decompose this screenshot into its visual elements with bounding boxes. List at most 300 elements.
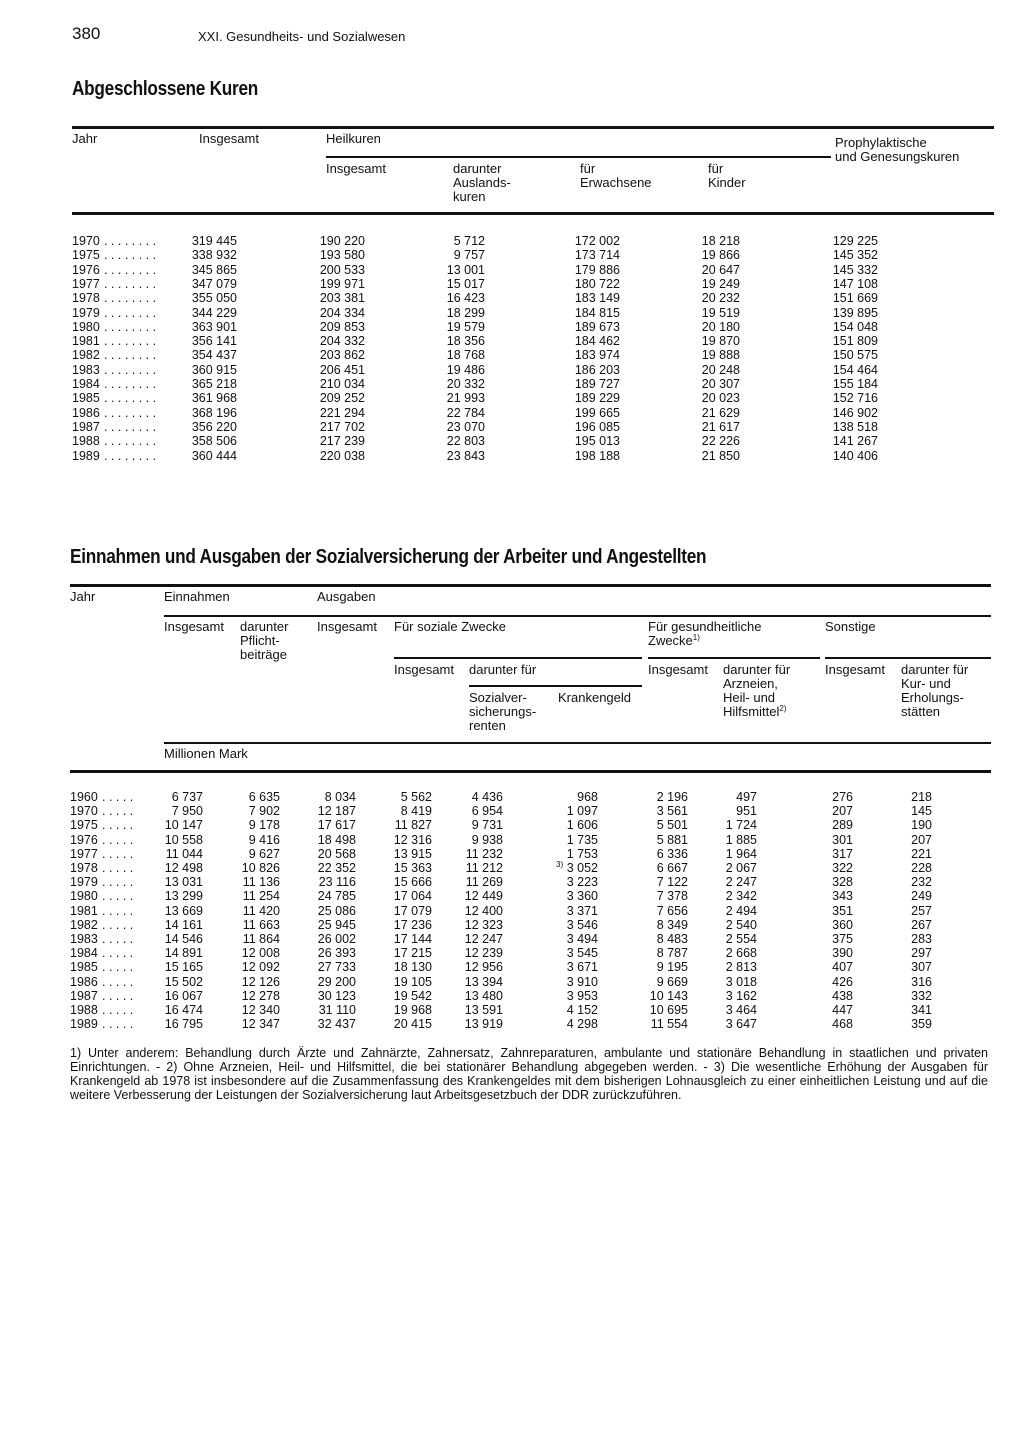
- value-cell: 23 116: [318, 875, 356, 890]
- value-cell: 11 044: [165, 846, 203, 861]
- value-cell: 7 122: [656, 875, 688, 890]
- header-line: [723, 705, 790, 719]
- value-cell: 180 722: [574, 276, 620, 291]
- leader-dots: . . . . . . . .: [104, 334, 157, 349]
- value-cell: 18 768: [446, 348, 485, 363]
- table-row: [0, 861, 1024, 875]
- value-cell: 12 092: [241, 960, 280, 975]
- value-cell: 11 663: [242, 917, 280, 932]
- col-header-jahr: Jahr: [72, 131, 98, 146]
- value-cell: 184 462: [574, 334, 620, 349]
- table-row: [0, 1017, 1024, 1031]
- value-cell: 322: [832, 861, 853, 875]
- year-cell: 1985: [72, 391, 100, 406]
- year-cell: 1981: [72, 334, 100, 349]
- header-line: beiträge: [240, 647, 287, 662]
- value-cell: 209 853: [319, 319, 365, 334]
- value-cell: 20 307: [701, 377, 740, 391]
- value-cell: 4 298: [566, 1017, 598, 1032]
- leader-dots: . . . . .: [102, 1017, 134, 1032]
- value-cell: 328: [832, 875, 853, 890]
- value-cell: 172 002: [574, 234, 620, 248]
- year-cell: 1982: [72, 348, 100, 363]
- col-header-son-insgesamt: Insgesamt: [825, 662, 885, 677]
- header-bottom-rule: [72, 212, 994, 215]
- value-cell: 19 486: [446, 362, 485, 377]
- value-cell: 426: [832, 974, 853, 989]
- value-cell: 3 223: [566, 875, 598, 890]
- year-cell: 1975: [70, 818, 98, 833]
- leader-dots: . . . . .: [102, 946, 134, 961]
- col-header-prophylaktische: [835, 136, 959, 164]
- value-cell: 21 617: [701, 419, 740, 434]
- table-row: [0, 960, 1024, 974]
- value-cell: 203 862: [319, 348, 365, 363]
- header-line: und Genesungskuren: [835, 149, 960, 164]
- col-header-arzneien: [723, 663, 790, 719]
- value-cell: 195 013: [574, 434, 620, 449]
- value-cell: 968: [577, 790, 598, 804]
- value-cell: 2 494: [725, 903, 757, 918]
- value-cell: 497: [736, 790, 757, 804]
- value-cell: 257: [911, 903, 932, 918]
- value-cell: 190: [911, 818, 932, 833]
- value-cell: 345 865: [191, 262, 237, 277]
- value-cell: 356 220: [191, 419, 237, 434]
- table-row: [0, 875, 1024, 889]
- leader-dots: . . . . .: [102, 790, 134, 804]
- value-cell: 19 888: [701, 348, 740, 363]
- value-cell: 179 886: [574, 262, 620, 277]
- value-cell: 360 915: [191, 362, 237, 377]
- value-cell: 140 406: [832, 448, 878, 463]
- value-cell: 2 247: [725, 875, 757, 890]
- value-cell: 221 294: [319, 405, 365, 420]
- leader-dots: . . . . . . . .: [104, 262, 157, 277]
- value-cell: 289: [832, 818, 853, 833]
- value-cell: 151 809: [832, 334, 878, 349]
- year-cell: 1982: [70, 917, 98, 932]
- value-cell: 12 247: [464, 932, 503, 946]
- value-cell: 4 436: [471, 790, 503, 804]
- value-cell: 347 079: [191, 276, 237, 291]
- header-line: darunter: [453, 161, 502, 176]
- leader-dots: . . . . . . . .: [104, 405, 157, 420]
- value-cell: 360: [832, 917, 853, 932]
- leader-dots: . . . . . . . .: [104, 305, 157, 320]
- table-row: [0, 946, 1024, 960]
- value-cell: 2 554: [725, 932, 757, 946]
- value-cell: 22 226: [701, 434, 740, 449]
- leader-dots: . . . . .: [102, 861, 134, 875]
- value-cell: 1 724: [725, 818, 757, 833]
- value-cell: 12 340: [241, 1003, 280, 1017]
- value-cell: 249: [911, 889, 932, 904]
- table-title-kuren: Abgeschlossene Kuren: [72, 78, 259, 100]
- value-cell: 8 034: [324, 790, 356, 804]
- table-top-rule: [72, 126, 994, 129]
- leader-dots: . . . . . . . .: [104, 291, 157, 306]
- value-cell: 356 141: [191, 334, 237, 349]
- value-cell: 19 519: [701, 305, 740, 320]
- header-line: Auslands-: [453, 175, 511, 190]
- leader-dots: . . . . .: [102, 974, 134, 989]
- value-cell: 14 891: [164, 946, 203, 961]
- value-cell: 12 323: [464, 917, 503, 932]
- year-cell: 1960: [70, 790, 98, 804]
- value-cell: 3 052: [566, 861, 598, 875]
- year-cell: 1980: [72, 319, 100, 334]
- value-cell: 18 299: [446, 305, 485, 320]
- col-header-renten: [469, 691, 536, 733]
- value-cell: 228: [911, 861, 932, 875]
- year-cell: 1975: [72, 248, 100, 263]
- value-cell: 17 064: [393, 889, 432, 904]
- table-row: [0, 989, 1024, 1003]
- value-cell: 204 332: [319, 334, 365, 349]
- value-cell: 18 356: [446, 334, 485, 349]
- value-cell: 145 332: [832, 262, 878, 277]
- value-cell: 283: [911, 932, 932, 946]
- leader-dots: . . . . . . . .: [104, 248, 157, 263]
- leader-dots: . . . . . . . .: [104, 434, 157, 449]
- table-row: [0, 263, 1024, 277]
- leader-dots: . . . . .: [102, 846, 134, 861]
- unit-rule: [164, 742, 991, 744]
- value-cell: 13 031: [164, 875, 203, 890]
- value-cell: 207: [832, 804, 853, 819]
- year-cell: 1979: [70, 875, 98, 890]
- value-cell: 361 968: [191, 391, 237, 406]
- header-line: darunter für: [901, 662, 969, 677]
- value-cell: 301: [832, 832, 853, 847]
- value-cell: 150 575: [832, 348, 878, 363]
- value-cell: 31 110: [318, 1003, 356, 1017]
- value-cell: 193 580: [319, 248, 365, 263]
- value-cell: 9 669: [656, 974, 688, 989]
- year-cell: 1978: [70, 861, 98, 875]
- value-cell: 12 008: [241, 946, 280, 961]
- year-cell: 1979: [72, 305, 100, 320]
- year-cell: 1970: [72, 234, 100, 248]
- header-text: Zwecke: [648, 633, 693, 648]
- value-cell: 16 474: [164, 1003, 203, 1017]
- value-cell: 17 236: [393, 917, 432, 932]
- value-cell: 10 147: [164, 818, 203, 833]
- table-row: [0, 833, 1024, 847]
- value-cell: 20 180: [701, 319, 740, 334]
- value-cell: 3 671: [566, 960, 598, 975]
- footnote-ref: 3): [556, 860, 564, 869]
- table-row: [0, 918, 1024, 932]
- year-cell: 1977: [70, 846, 98, 861]
- col-header-jahr: Jahr: [70, 589, 96, 604]
- value-cell: 12 400: [464, 903, 503, 918]
- header-line: Erwachsene: [580, 175, 652, 190]
- value-cell: 341: [911, 1003, 932, 1017]
- value-cell: 22 803: [446, 434, 485, 449]
- value-cell: 11 420: [242, 903, 280, 918]
- value-cell: 27 733: [317, 960, 356, 975]
- value-cell: 29 200: [317, 974, 356, 989]
- value-cell: 145 352: [832, 248, 878, 263]
- table-row: [0, 847, 1024, 861]
- table-row: [0, 306, 1024, 320]
- value-cell: 6 667: [656, 861, 688, 875]
- year-cell: 1984: [72, 377, 100, 391]
- value-cell: 186 203: [574, 362, 620, 377]
- leader-dots: . . . . . . . .: [104, 377, 157, 391]
- value-cell: 11 864: [242, 932, 280, 946]
- value-cell: 20 332: [446, 377, 485, 391]
- value-cell: 12 498: [164, 861, 203, 875]
- table-row: [0, 420, 1024, 434]
- value-cell: 11 254: [242, 889, 280, 904]
- header-line: kuren: [453, 189, 486, 204]
- leader-dots: . . . . . . . .: [104, 348, 157, 363]
- value-cell: 183 149: [574, 291, 620, 306]
- value-cell: 217 702: [319, 419, 365, 434]
- running-title: XXI. Gesundheits- und Sozialwesen: [198, 29, 406, 44]
- value-cell: 358 506: [191, 434, 237, 449]
- value-cell: 146 902: [832, 405, 878, 420]
- value-cell: 19 542: [393, 988, 432, 1003]
- value-cell: 8 483: [656, 932, 688, 946]
- col-header-heil-insgesamt: Insgesamt: [326, 161, 386, 176]
- value-cell: 343: [832, 889, 853, 904]
- col-header-kurstaetten: [901, 663, 968, 719]
- level1-rule: [164, 615, 991, 617]
- value-cell: 199 665: [574, 405, 620, 420]
- value-cell: 5 501: [656, 818, 688, 833]
- year-cell: 1970: [70, 804, 98, 819]
- value-cell: 9 195: [656, 960, 688, 975]
- header-line: Kinder: [708, 175, 746, 190]
- value-cell: 189 727: [574, 377, 620, 391]
- value-cell: 344 229: [191, 305, 237, 320]
- value-cell: 6 954: [471, 804, 503, 819]
- col-header-kinder: [708, 162, 746, 190]
- value-cell: 15 165: [164, 960, 203, 975]
- darunter-rule: [469, 685, 642, 687]
- value-cell: 210 034: [319, 377, 365, 391]
- sonstige-rule: [825, 657, 991, 659]
- header-line: [648, 634, 761, 648]
- value-cell: 5 562: [400, 790, 432, 804]
- value-cell: 3 464: [725, 1003, 757, 1017]
- leader-dots: . . . . . . . .: [104, 276, 157, 291]
- value-cell: 18 218: [701, 234, 740, 248]
- value-cell: 16 795: [164, 1017, 203, 1032]
- value-cell: 2 342: [725, 889, 757, 904]
- value-cell: 13 919: [464, 1017, 503, 1032]
- value-cell: 338 932: [191, 248, 237, 263]
- year-cell: 1983: [72, 362, 100, 377]
- header-line: stätten: [901, 704, 941, 719]
- value-cell: 13 915: [393, 846, 432, 861]
- value-cell: 17 079: [393, 903, 432, 918]
- value-cell: 12 278: [241, 988, 280, 1003]
- value-cell: 207: [911, 832, 932, 847]
- leader-dots: . . . . .: [102, 832, 134, 847]
- footnote-ref: 2): [779, 704, 787, 713]
- col-header-soziale-zwecke: Für soziale Zwecke: [394, 619, 506, 634]
- value-cell: 21 850: [701, 448, 740, 463]
- year-cell: 1984: [70, 946, 98, 961]
- value-cell: 17 144: [393, 932, 432, 946]
- leader-dots: . . . . .: [102, 804, 134, 819]
- value-cell: 10 143: [649, 988, 688, 1003]
- table-row: [0, 449, 1024, 463]
- table-row: [0, 248, 1024, 262]
- footnote-ref: 1): [692, 633, 700, 642]
- value-cell: 7 656: [656, 903, 688, 918]
- table-top-rule: [70, 584, 991, 587]
- year-cell: 1987: [70, 988, 98, 1003]
- value-cell: 138 518: [832, 419, 878, 434]
- col-header-heilkuren: Heilkuren: [326, 131, 381, 146]
- value-cell: 25 086: [317, 903, 356, 918]
- value-cell: 3 545: [566, 946, 598, 961]
- value-cell: 20 647: [701, 262, 740, 277]
- value-cell: 220 038: [319, 448, 365, 463]
- value-cell: 16 067: [164, 988, 203, 1003]
- header-line: renten: [469, 718, 506, 733]
- value-cell: 3 561: [656, 804, 688, 819]
- value-cell: 9 178: [248, 818, 280, 833]
- header-line: Prophylaktische: [835, 135, 927, 150]
- value-cell: 267: [911, 917, 932, 932]
- header-line: Heil- und: [723, 690, 776, 705]
- value-cell: 9 627: [248, 846, 280, 861]
- leader-dots: . . . . .: [102, 932, 134, 946]
- year-cell: 1989: [70, 1017, 98, 1032]
- value-cell: 9 938: [471, 832, 503, 847]
- value-cell: 15 502: [164, 974, 203, 989]
- table-row: [0, 790, 1024, 804]
- value-cell: 2 813: [725, 960, 757, 975]
- col-header-ausgaben: Ausgaben: [317, 589, 376, 604]
- header-line: Pflicht-: [240, 633, 280, 648]
- page-number: 380: [72, 24, 101, 43]
- value-cell: 189 673: [574, 319, 620, 334]
- value-cell: 7 950: [171, 804, 203, 819]
- value-cell: 20 232: [701, 291, 740, 306]
- value-cell: 4 152: [566, 1003, 598, 1017]
- leader-dots: . . . . . . . .: [104, 362, 157, 377]
- value-cell: 12 956: [464, 960, 503, 975]
- value-cell: 2 668: [725, 946, 757, 961]
- value-cell: 3 018: [725, 974, 757, 989]
- table-row: [0, 277, 1024, 291]
- value-cell: 276: [832, 790, 853, 804]
- value-cell: 30 123: [317, 988, 356, 1003]
- value-cell: 19 249: [701, 276, 740, 291]
- table-row: [0, 377, 1024, 391]
- value-cell: 147 108: [832, 276, 878, 291]
- value-cell: 19 105: [393, 974, 432, 989]
- value-cell: 14 546: [164, 932, 203, 946]
- value-cell: 145: [911, 804, 932, 819]
- value-cell: 375: [832, 932, 853, 946]
- value-cell: 355 050: [191, 291, 237, 306]
- col-header-erwachsene: [580, 162, 652, 190]
- year-cell: 1986: [72, 405, 100, 420]
- value-cell: 13 394: [464, 974, 503, 989]
- col-header-ges-insgesamt: Insgesamt: [648, 662, 708, 677]
- value-cell: 5 881: [656, 832, 688, 847]
- value-cell: 354 437: [191, 348, 237, 363]
- value-cell: 3 647: [725, 1017, 757, 1032]
- value-cell: 468: [832, 1017, 853, 1032]
- value-cell: 22 784: [446, 405, 485, 420]
- value-cell: 14 161: [164, 917, 203, 932]
- value-cell: 154 464: [832, 362, 878, 377]
- value-cell: 154 048: [832, 319, 878, 334]
- value-cell: 2 196: [656, 790, 688, 804]
- header-line: darunter: [240, 619, 289, 634]
- value-cell: 316: [911, 974, 932, 989]
- value-cell: 11 232: [465, 846, 503, 861]
- table-row: [0, 291, 1024, 305]
- value-cell: 12 239: [464, 946, 503, 961]
- table-row: [0, 904, 1024, 918]
- value-cell: 351: [832, 903, 853, 918]
- value-cell: 26 002: [317, 932, 356, 946]
- value-cell: 3 546: [566, 917, 598, 932]
- value-cell: 209 252: [319, 391, 365, 406]
- value-cell: 11 136: [242, 875, 280, 890]
- header-text: Hilfsmittel: [723, 704, 780, 719]
- table-row: [0, 334, 1024, 348]
- header-bottom-rule: [70, 770, 991, 773]
- table-row: [0, 391, 1024, 405]
- unit-label: Millionen Mark: [164, 746, 248, 761]
- value-cell: 26 393: [317, 946, 356, 961]
- value-cell: 25 945: [317, 917, 356, 932]
- value-cell: 20 568: [317, 846, 356, 861]
- value-cell: 23 843: [446, 448, 485, 463]
- value-cell: 7 902: [248, 804, 280, 819]
- leader-dots: . . . . . . . .: [104, 234, 157, 248]
- value-cell: 13 001: [446, 262, 485, 277]
- year-cell: 1988: [70, 1003, 98, 1017]
- leader-dots: . . . . .: [102, 818, 134, 833]
- value-cell: 183 974: [574, 348, 620, 363]
- value-cell: 15 666: [393, 875, 432, 890]
- value-cell: 5 712: [453, 234, 485, 248]
- col-header-gesundheitliche-zwecke: [648, 620, 761, 648]
- table-row: [0, 932, 1024, 946]
- value-cell: 15 017: [446, 276, 485, 291]
- leader-dots: . . . . .: [102, 889, 134, 904]
- value-cell: 8 787: [656, 946, 688, 961]
- year-cell: 1989: [72, 448, 100, 463]
- value-cell: 1 735: [566, 832, 598, 847]
- value-cell: 9 416: [248, 832, 280, 847]
- year-cell: 1981: [70, 903, 98, 918]
- value-cell: 21 993: [446, 391, 485, 406]
- value-cell: 155 184: [832, 377, 878, 391]
- value-cell: 217 239: [319, 434, 365, 449]
- header-line: für: [708, 161, 724, 176]
- value-cell: 6 737: [171, 790, 203, 804]
- leader-dots: . . . . . . . .: [104, 419, 157, 434]
- value-cell: 10 558: [164, 832, 203, 847]
- leader-dots: . . . . . . . .: [104, 391, 157, 406]
- header-line: darunter für: [723, 662, 791, 677]
- value-cell: 319 445: [191, 234, 237, 248]
